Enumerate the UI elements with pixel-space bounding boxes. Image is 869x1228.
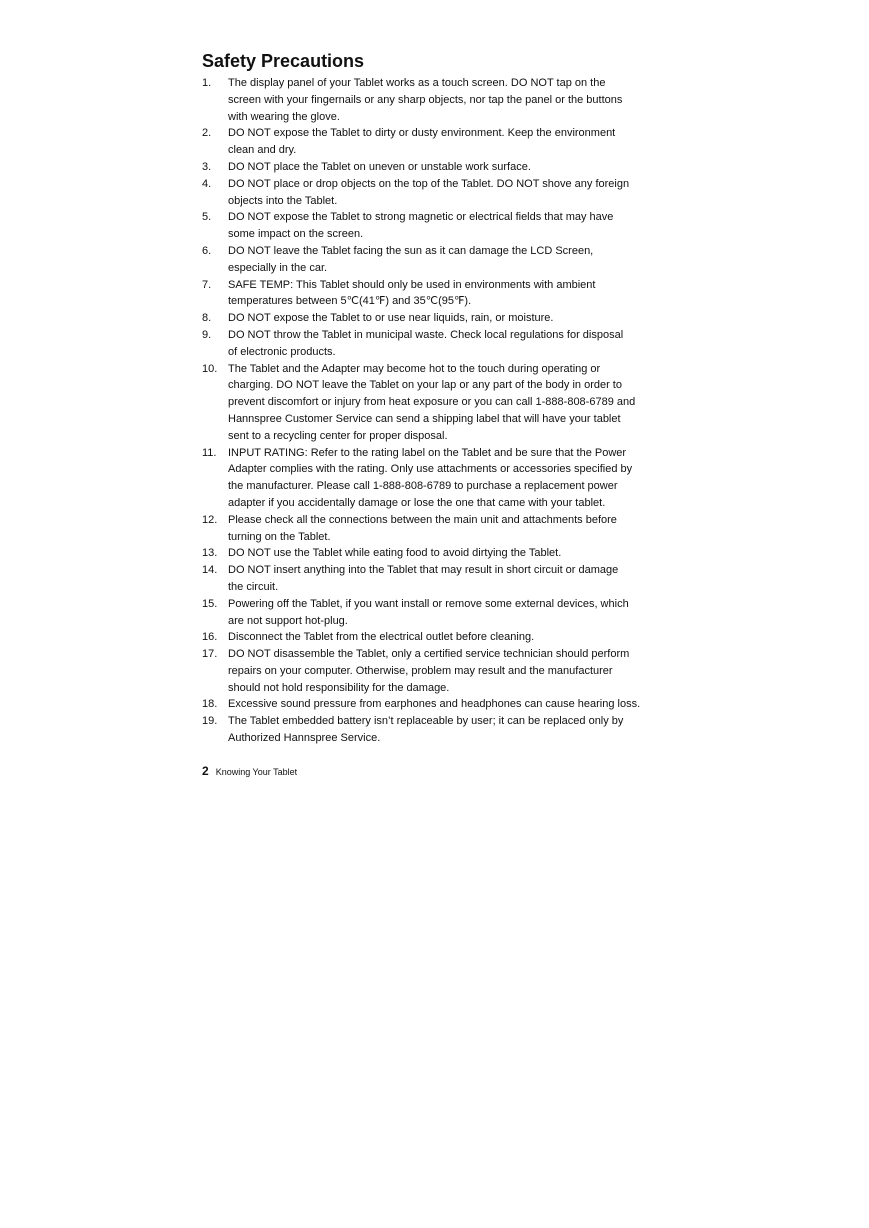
- item-number: 9.: [202, 328, 212, 341]
- item-text: DO NOT use the Tablet while eating food to avoid dirtying the Tablet.: [228, 547, 562, 560]
- item-text: The Tablet and the Adapter may become hot to the touch during operating or charging. DO NOT leave the Tablet on your lap or any part of the body in order to prevent discomfort or injury from heat exposure or you can call 1-888-808-6789 and Hannspree Customer Service can send a shipping label that will have your tablet sent to a recycling center for proper disposal.: [228, 362, 636, 442]
- list-item: [202, 75, 672, 125]
- item-number: 16.: [202, 631, 218, 644]
- item-number: 1.: [202, 77, 212, 89]
- item-number: 13.: [202, 547, 218, 560]
- item-text: DO NOT place the Tablet on uneven or unstable work surface.: [228, 160, 531, 173]
- item-number: 2.: [202, 127, 212, 140]
- list-item: [202, 646, 672, 696]
- page-footer: [202, 764, 297, 778]
- item-number: 5.: [202, 211, 212, 224]
- list-item: [202, 327, 672, 361]
- item-text: DO NOT place or drop objects on the top of the Tablet. DO NOT shove any foreign objects into the Tablet.: [228, 177, 630, 207]
- list-item: [202, 545, 672, 562]
- list-item: [202, 596, 672, 630]
- item-text: Powering off the Tablet, if you want install or remove some external devices, which are not support hot-plug.: [228, 597, 629, 627]
- item-number: 4.: [202, 177, 212, 190]
- item-text: Disconnect the Tablet from the electrical outlet before cleaning.: [228, 631, 535, 644]
- list-item: [202, 512, 672, 546]
- page-number: 2: [202, 764, 209, 778]
- item-text: SAFE TEMP: This Tablet should only be used in environments with ambient temperatures between 5℃(41℉) and 35℃(95℉).: [228, 278, 596, 308]
- item-text: The display panel of your Tablet works as a touch screen. DO NOT tap on the screen with your fingernails or any sharp objects, nor tap the panel or the buttons with wearing the glove.: [228, 77, 623, 123]
- list-item: [202, 361, 672, 445]
- item-number: 14.: [202, 564, 218, 577]
- item-text: DO NOT disassemble the Tablet, only a certified service technician should perform repairs on your computer. Otherwise, problem may result and the manufacturer should not hold responsibility for the damage.: [228, 648, 630, 694]
- item-number: 8.: [202, 312, 212, 325]
- list-item: [202, 696, 672, 713]
- list-item: [202, 562, 672, 596]
- list-item: [202, 125, 672, 159]
- precautions-list: [202, 75, 672, 747]
- item-text: DO NOT expose the Tablet to strong magnetic or electrical fields that may have some impact on the screen.: [228, 211, 614, 241]
- item-text: DO NOT expose the Tablet to dirty or dusty environment. Keep the environment clean and dry.: [228, 127, 616, 157]
- item-number: 10.: [202, 362, 218, 375]
- item-number: 19.: [202, 715, 218, 728]
- list-item: [202, 445, 672, 512]
- page-content: [202, 50, 672, 747]
- item-number: 15.: [202, 597, 218, 610]
- item-number: 6.: [202, 244, 212, 257]
- item-text: DO NOT insert anything into the Tablet that may result in short circuit or damage the circuit.: [228, 564, 619, 593]
- list-item: [202, 713, 672, 747]
- list-item: [202, 277, 672, 311]
- item-text: DO NOT expose the Tablet to or use near liquids, rain, or moisture.: [228, 312, 554, 325]
- list-item: [202, 310, 672, 327]
- item-text: Excessive sound pressure from earphones and headphones can cause hearing loss.: [228, 698, 641, 711]
- item-text: INPUT RATING: Refer to the rating label on the Tablet and be sure that the Power Adapter complies with the rating. Only use attachments or accessories specified by the manufacturer. Please call 1-888-808-6789 to purchase a replacement power adapter if you accidentally damage or lose the one that came with your tablet.: [228, 446, 633, 509]
- item-text: DO NOT throw the Tablet in municipal waste. Check local regulations for disposal of electronic products.: [228, 328, 624, 358]
- item-number: 3.: [202, 160, 212, 173]
- item-text: Please check all the connections between the main unit and attachments before turning on the Tablet.: [228, 513, 617, 543]
- item-text: DO NOT leave the Tablet facing the sun as it can damage the LCD Screen, especially in the car.: [228, 244, 594, 274]
- list-item: [202, 629, 672, 646]
- footer-section-title: Knowing Your Tablet: [215, 767, 298, 777]
- page-title: Safety Precautions: [202, 51, 365, 71]
- item-number: 12.: [202, 513, 218, 526]
- item-number: 7.: [202, 278, 212, 291]
- item-number: 11.: [202, 446, 217, 459]
- list-item: [202, 176, 672, 210]
- list-item: [202, 243, 672, 277]
- item-text: The Tablet embedded battery isn’t replaceable by user; it can be replaced only by Authorized Hannspree Service.: [228, 715, 624, 745]
- list-item: [202, 209, 672, 243]
- item-number: 18.: [202, 698, 218, 711]
- item-number: 17.: [202, 648, 218, 661]
- list-item: [202, 159, 672, 176]
